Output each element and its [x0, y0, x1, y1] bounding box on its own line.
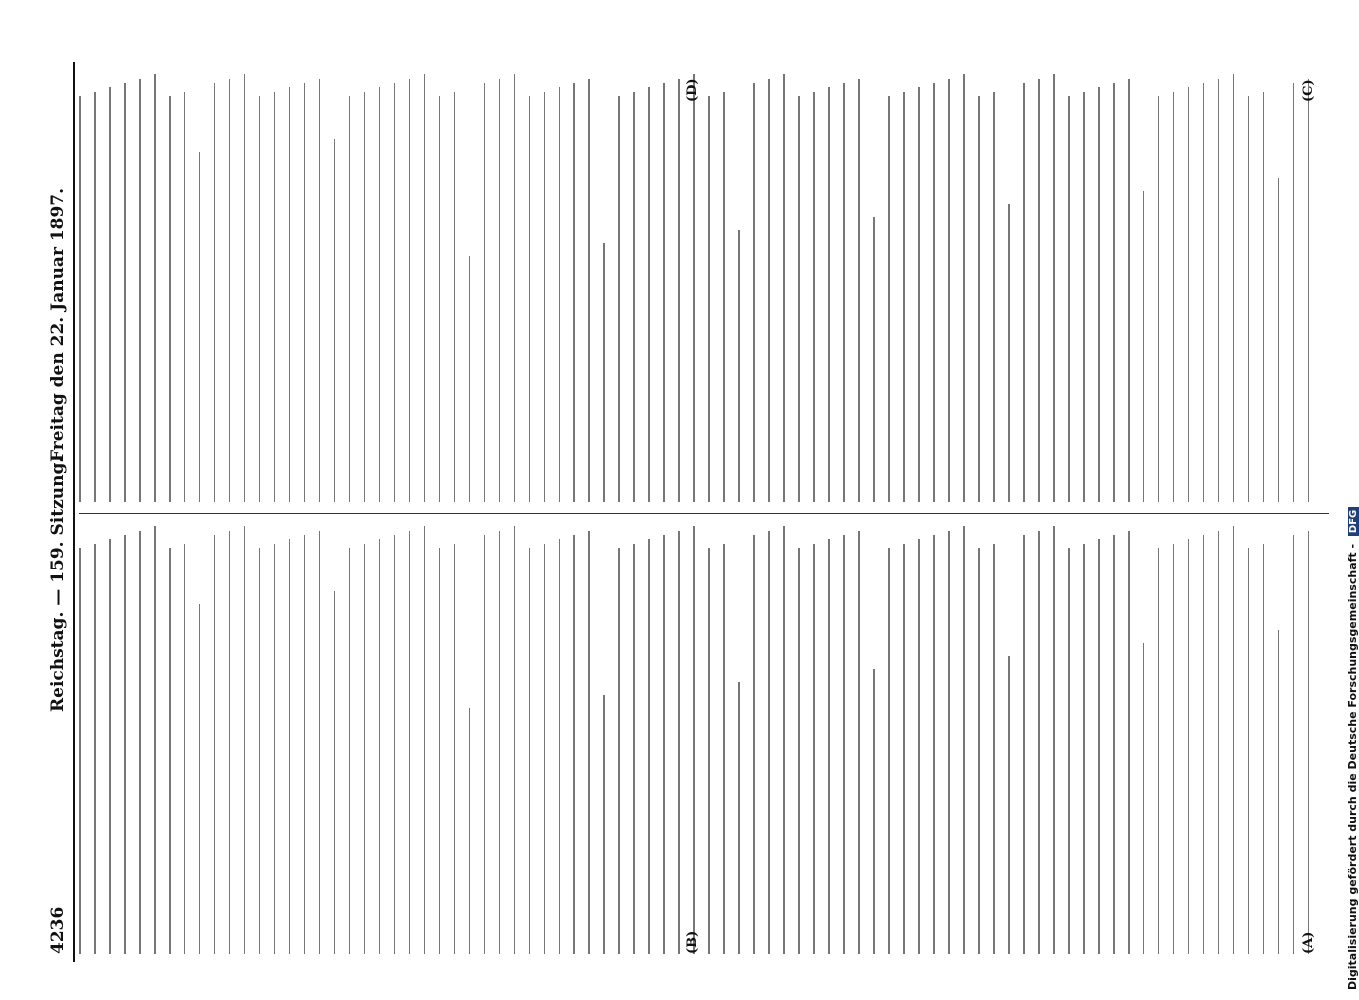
- text-line-placeholder: [304, 83, 306, 502]
- text-line-placeholder: [648, 539, 650, 954]
- text-line-placeholder: [334, 591, 336, 954]
- text-line-placeholder: [1233, 526, 1235, 954]
- page-number: 4236: [48, 906, 68, 954]
- credit-text: Digitalisierung gefördert durch die Deutsche Forschungsgemeinschaft -: [1346, 543, 1359, 990]
- text-line-placeholder: [199, 604, 201, 954]
- text-line-placeholder: [514, 74, 516, 502]
- text-line-placeholder: [154, 526, 156, 954]
- text-line-placeholder: [1293, 83, 1295, 502]
- text-line-placeholder: [394, 535, 396, 954]
- text-line-placeholder: [1098, 539, 1100, 954]
- text-line-placeholder: [783, 74, 785, 502]
- text-line-placeholder: [903, 544, 905, 954]
- text-line-placeholder: [813, 544, 815, 954]
- text-line-placeholder: [723, 544, 725, 954]
- text-line-placeholder: [1233, 74, 1235, 502]
- text-line-placeholder: [693, 526, 695, 954]
- text-line-placeholder: [783, 526, 785, 954]
- text-line-placeholder: [1158, 548, 1160, 954]
- text-line-placeholder: [858, 531, 860, 954]
- text-line-placeholder: [813, 92, 815, 502]
- text-line-placeholder: [1023, 535, 1025, 954]
- text-line-placeholder: [124, 83, 126, 502]
- text-line-placeholder: [379, 539, 381, 954]
- text-line-placeholder: [364, 92, 366, 502]
- text-line-placeholder: [439, 548, 441, 954]
- text-line-placeholder: [124, 535, 126, 954]
- text-line-placeholder: [484, 535, 486, 954]
- text-line-placeholder: [948, 531, 950, 954]
- text-line-placeholder: [1038, 79, 1040, 502]
- text-line-placeholder: [708, 548, 710, 954]
- text-line-placeholder: [843, 535, 845, 954]
- text-line-placeholder: [184, 92, 186, 502]
- text-line-placeholder: [1308, 79, 1310, 502]
- text-line-placeholder: [798, 96, 800, 502]
- text-line-placeholder: [364, 544, 366, 954]
- text-line-placeholder: [244, 74, 246, 502]
- text-line-placeholder: [723, 92, 725, 502]
- text-line-placeholder: [94, 544, 96, 954]
- text-line-placeholder: [319, 531, 321, 954]
- text-line-placeholder: [499, 79, 501, 502]
- text-line-placeholder: [484, 83, 486, 502]
- text-line-placeholder: [573, 535, 575, 954]
- dfg-logo: DFG: [1348, 507, 1359, 536]
- text-line-placeholder: [229, 531, 231, 954]
- text-line-placeholder: [933, 535, 935, 954]
- text-line-placeholder: [424, 74, 426, 502]
- text-line-placeholder: [409, 531, 411, 954]
- text-line-placeholder: [1083, 544, 1085, 954]
- text-line-placeholder: [334, 139, 336, 502]
- text-line-placeholder: [1008, 204, 1010, 502]
- text-line-placeholder: [1173, 92, 1175, 502]
- text-line-placeholder: [304, 535, 306, 954]
- text-line-placeholder: [379, 87, 381, 502]
- text-line-placeholder: [79, 548, 81, 954]
- text-line-placeholder: [529, 548, 531, 954]
- margin-marker-c: (C): [1301, 79, 1316, 102]
- text-line-placeholder: [1188, 539, 1190, 954]
- text-line-placeholder: [1218, 531, 1220, 954]
- text-line-placeholder: [858, 79, 860, 502]
- text-line-placeholder: [933, 83, 935, 502]
- text-line-placeholder: [978, 548, 980, 954]
- digitization-credit: [1334, 10, 1359, 1000]
- column-divider: [79, 513, 1329, 514]
- margin-marker-a: (A): [1301, 931, 1316, 954]
- text-line-placeholder: [573, 83, 575, 502]
- header-rule: [73, 62, 75, 962]
- text-line-placeholder: [184, 544, 186, 954]
- text-line-placeholder: [424, 526, 426, 954]
- text-line-placeholder: [1203, 83, 1205, 502]
- text-line-placeholder: [154, 74, 156, 502]
- text-line-placeholder: [738, 230, 740, 502]
- text-line-placeholder: [963, 526, 965, 954]
- text-line-placeholder: [753, 83, 755, 502]
- text-line-placeholder: [274, 544, 276, 954]
- text-line-placeholder: [1308, 531, 1310, 954]
- text-line-placeholder: [1068, 96, 1070, 502]
- text-line-placeholder: [603, 695, 605, 954]
- text-line-placeholder: [798, 548, 800, 954]
- text-line-placeholder: [169, 96, 171, 502]
- text-line-placeholder: [1113, 83, 1115, 502]
- text-line-placeholder: [918, 539, 920, 954]
- text-line-placeholder: [1263, 544, 1265, 954]
- text-line-placeholder: [828, 539, 830, 954]
- text-line-placeholder: [648, 87, 650, 502]
- text-line-placeholder: [454, 544, 456, 954]
- text-line-placeholder: [828, 87, 830, 502]
- text-column-right: [79, 70, 1329, 502]
- issue-date: Freitag den 22. Januar 1897.: [48, 187, 68, 462]
- text-line-placeholder: [1278, 178, 1280, 502]
- text-line-placeholder: [588, 79, 590, 502]
- text-line-placeholder: [109, 539, 111, 954]
- text-line-placeholder: [603, 243, 605, 502]
- text-line-placeholder: [693, 74, 695, 502]
- text-line-placeholder: [214, 83, 216, 502]
- text-line-placeholder: [738, 682, 740, 954]
- text-line-placeholder: [993, 544, 995, 954]
- text-line-placeholder: [873, 669, 875, 954]
- text-line-placeholder: [618, 548, 620, 954]
- text-line-placeholder: [499, 531, 501, 954]
- text-line-placeholder: [1038, 531, 1040, 954]
- text-line-placeholder: [289, 539, 291, 954]
- text-line-placeholder: [1023, 83, 1025, 502]
- text-line-placeholder: [888, 96, 890, 502]
- text-line-placeholder: [633, 92, 635, 502]
- text-line-placeholder: [544, 92, 546, 502]
- text-line-placeholder: [349, 548, 351, 954]
- text-line-placeholder: [1113, 535, 1115, 954]
- session-title: Reichstag. — 159. Sitzung.: [48, 456, 68, 712]
- text-line-placeholder: [663, 83, 665, 502]
- text-line-placeholder: [843, 83, 845, 502]
- text-line-placeholder: [948, 79, 950, 502]
- text-line-placeholder: [394, 83, 396, 502]
- text-line-placeholder: [1158, 96, 1160, 502]
- text-line-placeholder: [274, 92, 276, 502]
- text-line-placeholder: [559, 87, 561, 502]
- text-line-placeholder: [1218, 79, 1220, 502]
- text-line-placeholder: [1248, 548, 1250, 954]
- text-line-placeholder: [139, 531, 141, 954]
- text-line-placeholder: [1203, 535, 1205, 954]
- running-header: [45, 62, 71, 962]
- text-line-placeholder: [1263, 92, 1265, 502]
- text-line-placeholder: [199, 152, 201, 502]
- text-line-placeholder: [1143, 643, 1145, 954]
- text-line-placeholder: [1053, 74, 1055, 502]
- text-line-placeholder: [319, 79, 321, 502]
- text-line-placeholder: [888, 548, 890, 954]
- text-line-placeholder: [678, 531, 680, 954]
- text-line-placeholder: [214, 535, 216, 954]
- text-line-placeholder: [409, 79, 411, 502]
- text-line-placeholder: [349, 96, 351, 502]
- text-line-placeholder: [439, 96, 441, 502]
- text-line-placeholder: [244, 526, 246, 954]
- text-line-placeholder: [1098, 87, 1100, 502]
- text-line-placeholder: [79, 96, 81, 502]
- text-line-placeholder: [708, 96, 710, 502]
- text-column-left: [79, 522, 1329, 954]
- text-line-placeholder: [618, 96, 620, 502]
- text-line-placeholder: [94, 92, 96, 502]
- text-line-placeholder: [633, 544, 635, 954]
- margin-marker-d: (D): [685, 78, 700, 102]
- text-line-placeholder: [469, 256, 471, 502]
- margin-marker-b: (B): [685, 930, 700, 954]
- text-line-placeholder: [978, 96, 980, 502]
- text-line-placeholder: [229, 79, 231, 502]
- text-line-placeholder: [873, 217, 875, 502]
- rotated-newspaper-page: [45, 62, 1340, 962]
- text-line-placeholder: [559, 539, 561, 954]
- text-line-placeholder: [1128, 79, 1130, 502]
- text-line-placeholder: [259, 548, 261, 954]
- text-line-placeholder: [259, 96, 261, 502]
- text-line-placeholder: [529, 96, 531, 502]
- text-line-placeholder: [1053, 526, 1055, 954]
- text-line-placeholder: [544, 544, 546, 954]
- text-line-placeholder: [1278, 630, 1280, 954]
- text-line-placeholder: [753, 535, 755, 954]
- text-line-placeholder: [454, 92, 456, 502]
- text-line-placeholder: [678, 79, 680, 502]
- text-line-placeholder: [1068, 548, 1070, 954]
- text-line-placeholder: [663, 535, 665, 954]
- text-line-placeholder: [469, 708, 471, 954]
- text-line-placeholder: [768, 531, 770, 954]
- text-line-placeholder: [1248, 96, 1250, 502]
- text-line-placeholder: [514, 526, 516, 954]
- text-line-placeholder: [918, 87, 920, 502]
- text-line-placeholder: [1083, 92, 1085, 502]
- text-line-placeholder: [903, 92, 905, 502]
- text-line-placeholder: [963, 74, 965, 502]
- text-line-placeholder: [289, 87, 291, 502]
- text-line-placeholder: [1008, 656, 1010, 954]
- text-line-placeholder: [993, 92, 995, 502]
- text-line-placeholder: [588, 531, 590, 954]
- text-line-placeholder: [109, 87, 111, 502]
- text-line-placeholder: [1143, 191, 1145, 502]
- text-line-placeholder: [1173, 544, 1175, 954]
- text-line-placeholder: [139, 79, 141, 502]
- text-line-placeholder: [1293, 535, 1295, 954]
- text-line-placeholder: [1188, 87, 1190, 502]
- text-line-placeholder: [169, 548, 171, 954]
- text-line-placeholder: [768, 79, 770, 502]
- text-line-placeholder: [1128, 531, 1130, 954]
